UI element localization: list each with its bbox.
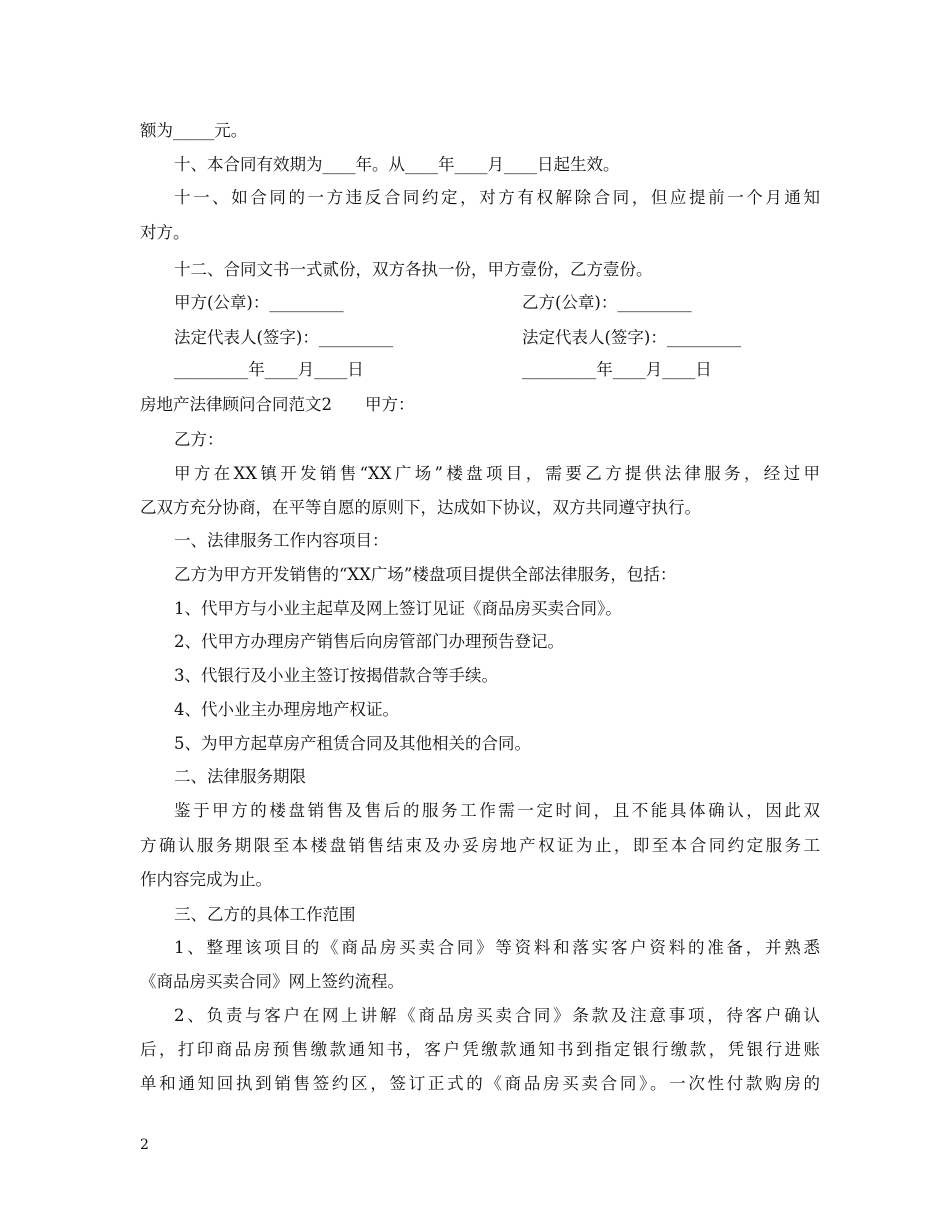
text-line: 三、乙方的具体工作范围 xyxy=(174,905,356,924)
list-item: 5、为甲方起草房产租赁合同及其他相关的合同。 xyxy=(174,734,531,753)
text-line: 十一、如合同的一方违反合同约定，对方有权解除合同，但应提前一个月通知 xyxy=(174,188,820,207)
text-line: 单和通知回执到销售签约区，签订正式的《商品房买卖合同》。一次性付款购房的 xyxy=(140,1074,820,1093)
text-line: 乙双方充分协商，在平等自愿的原则下，达成如下协议，双方共同遵守执行。 xyxy=(140,498,701,517)
text-line: 乙方为甲方开发销售的“XX广场”楼盘项目提供全部法律服务，包括： xyxy=(174,565,677,584)
text-line: 额为_____元。 xyxy=(140,121,248,140)
party-b-date: _________年____月____日 xyxy=(522,360,712,379)
party-a-representative: 法定代表人(签字)：_________ xyxy=(174,328,394,347)
text-line: 对方。 xyxy=(140,223,190,242)
party-a-seal: 甲方(公章)：_________ xyxy=(174,293,344,312)
text-line: 十、本合同有效期为____年。从____年____月____日起生效。 xyxy=(174,155,620,174)
text-line: 二、法律服务期限 xyxy=(174,767,306,786)
text-line: 乙方： xyxy=(174,430,224,449)
party-b-seal: 乙方(公章)：_________ xyxy=(522,293,692,312)
list-item: 1、代甲方与小业主起草及网上签订见证《商品房买卖合同》。 xyxy=(174,599,622,618)
text-line: 方确认服务期限至本楼盘销售结束及办妥房地产权证为止，即至本合同约定服务工 xyxy=(140,836,820,855)
list-item: 3、代银行及小业主签订按揭借款合等手续。 xyxy=(174,666,498,685)
text-line: 甲方在XX镇开发销售“XX广场”楼盘项目，需要乙方提供法律服务，经过甲 xyxy=(174,464,820,483)
text-line: 作内容完成为止。 xyxy=(140,870,272,889)
text-line: 一、法律服务工作内容项目： xyxy=(174,531,389,550)
text-line: 1、整理该项目的《商品房买卖合同》等资料和落实客户资料的准备，并熟悉 xyxy=(174,938,820,957)
list-item: 4、代小业主办理房地产权证。 xyxy=(174,700,399,719)
text-line: 十二、合同文书一式贰份，双方各执一份，甲方壹份，乙方壹份。 xyxy=(174,260,653,279)
text-line: 后，打印商品房预售缴款通知书，客户凭缴款通知书到指定银行缴款，凭银行进账 xyxy=(140,1040,820,1059)
party-b-representative: 法定代表人(签字)：_________ xyxy=(522,328,742,347)
list-item: 2、代甲方办理房产销售后向房管部门办理预告登记。 xyxy=(174,632,564,651)
section-title: 房地产法律顾问合同范文2 甲方： xyxy=(140,395,415,414)
page-number: 2 xyxy=(140,1137,149,1153)
party-a-date: _________年____月____日 xyxy=(174,360,364,379)
text-line: 2、负责与客户在网上讲解《商品房买卖合同》条款及注意事项，待客户确认 xyxy=(174,1006,820,1025)
text-line: 《商品房买卖合同》网上签约流程。 xyxy=(140,972,404,991)
text-line: 鉴于甲方的楼盘销售及售后的服务工作需一定时间，且不能具体确认，因此双 xyxy=(174,801,820,820)
